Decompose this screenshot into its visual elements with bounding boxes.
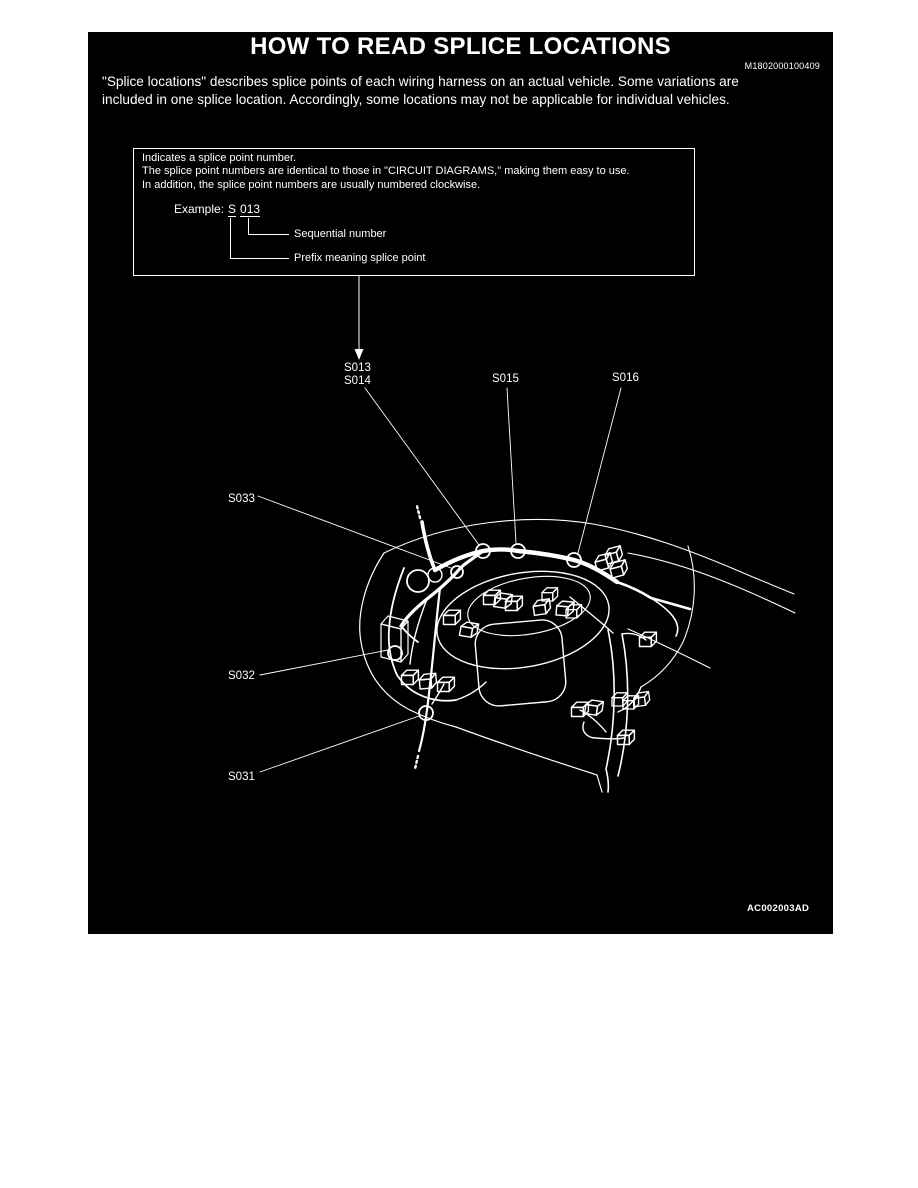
example-prefix: S bbox=[228, 202, 237, 216]
splice-label-s014: S014 bbox=[344, 375, 371, 387]
example-number: 013 bbox=[240, 202, 261, 216]
splice-label-s016: S016 bbox=[612, 372, 639, 384]
splice-label-s033: S033 bbox=[228, 493, 255, 505]
splice-label-s015: S015 bbox=[492, 373, 519, 385]
dashboard-right-outline bbox=[641, 546, 694, 687]
console-wire-b bbox=[618, 687, 641, 712]
steering-column-circle bbox=[407, 570, 429, 592]
glovebox-outline bbox=[474, 618, 568, 707]
note-line-1: Indicates a splice point number. bbox=[142, 152, 297, 164]
cluster-outer-oval bbox=[429, 559, 617, 682]
splice-location-diagram bbox=[88, 32, 833, 934]
prefix-meaning-label: Prefix meaning splice point bbox=[294, 252, 426, 264]
page-title: HOW TO READ SPLICE LOCATIONS bbox=[250, 33, 671, 60]
splice-label-s013: S013 bbox=[344, 362, 371, 374]
harness-stub-top bbox=[417, 506, 420, 518]
splice-label-s032: S032 bbox=[228, 670, 255, 682]
intro-line-1: "Splice locations" describes splice points of each wiring harness on an actual vehicle. Some variations are bbox=[102, 74, 739, 89]
cluster-inner-oval bbox=[463, 568, 595, 645]
console-pillar-left bbox=[606, 630, 614, 792]
sequential-number-label: Sequential number bbox=[294, 228, 387, 240]
harness-stub-bottom bbox=[415, 756, 418, 769]
leader-s031 bbox=[260, 716, 419, 772]
example-label: Example: bbox=[174, 202, 225, 216]
branch-wire-c bbox=[456, 682, 486, 700]
note-line-2: The splice point numbers are identical to those in "CIRCUIT DIAGRAMS," making them easy to use. bbox=[142, 165, 630, 178]
note-box-arrow bbox=[355, 276, 364, 360]
splice-label-s031: S031 bbox=[228, 771, 255, 783]
intro-line-2: included in one splice location. Accordingly, some locations may not be applicable for individual vehicles. bbox=[102, 92, 730, 107]
manual-page-panel bbox=[88, 32, 833, 934]
document-code: M1802000100409 bbox=[744, 61, 820, 71]
branch-wire-a bbox=[410, 599, 427, 664]
leader-s032 bbox=[260, 650, 388, 675]
note-line-3: In addition, the splice point numbers are usually numbered clockwise. bbox=[142, 178, 481, 191]
figure-code: AC002003AD bbox=[747, 903, 810, 914]
cowl-line bbox=[628, 553, 795, 613]
dashboard-bottom-outline bbox=[456, 727, 602, 792]
harness-right-branch bbox=[617, 582, 690, 609]
harness-left-drop bbox=[422, 522, 435, 570]
leader-s015 bbox=[507, 388, 516, 543]
connector-cubes bbox=[402, 546, 657, 745]
floor-harness-line bbox=[628, 629, 710, 668]
